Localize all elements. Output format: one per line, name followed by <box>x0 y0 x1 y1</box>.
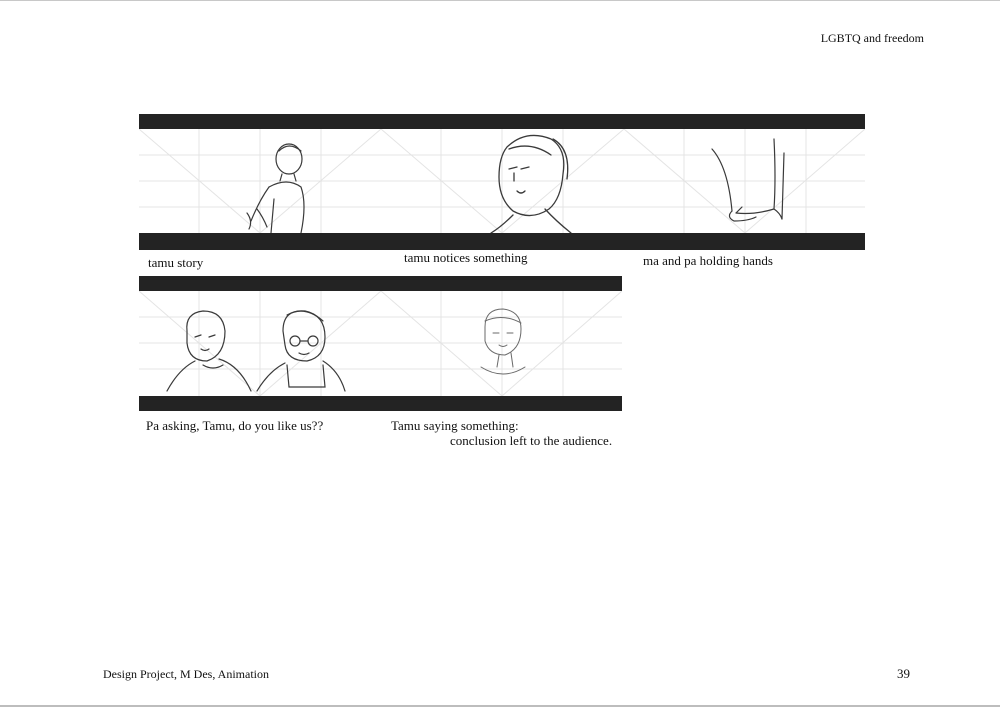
storyboard-frame-1 <box>139 129 381 233</box>
storyboard-strip-row-1 <box>139 114 865 250</box>
sketch-tamu-walking <box>139 129 381 233</box>
frame-3-caption: ma and pa holding hands <box>643 253 773 268</box>
frame-1-caption: tamu story <box>148 255 204 270</box>
storyboard-frame-4 <box>139 291 381 396</box>
sketch-holding-hands <box>624 129 865 233</box>
storyboard-strip-row-2 <box>139 276 622 411</box>
sketch-tamu-speaking <box>381 291 622 396</box>
header-title: LGBTQ and freedom <box>820 31 924 45</box>
page-number: 39 <box>897 666 910 681</box>
frame-5-caption-line-1: Tamu saying something: <box>391 418 519 433</box>
frames-row-2 <box>139 291 622 396</box>
storyboard-frame-2 <box>381 129 624 233</box>
storyboard-frame-5 <box>381 291 622 396</box>
frames-row-1 <box>139 129 865 233</box>
film-bar-top <box>139 276 622 291</box>
film-bar-top <box>139 114 865 129</box>
page-border-top <box>0 0 1000 1</box>
sketch-ma-and-pa <box>139 291 381 396</box>
frame-5-caption-line-2: conclusion left to the audience. <box>450 433 613 448</box>
storyboard-frame-3 <box>624 129 865 233</box>
frame-4-caption: Pa asking, Tamu, do you like us?? <box>146 418 324 433</box>
film-bar-bottom <box>139 233 865 250</box>
film-bar-bottom <box>139 396 622 411</box>
footer-course-label: Design Project, M Des, Animation <box>103 667 269 681</box>
sketch-tamu-closeup <box>381 129 624 233</box>
frame-2-caption: tamu notices something <box>404 250 528 265</box>
